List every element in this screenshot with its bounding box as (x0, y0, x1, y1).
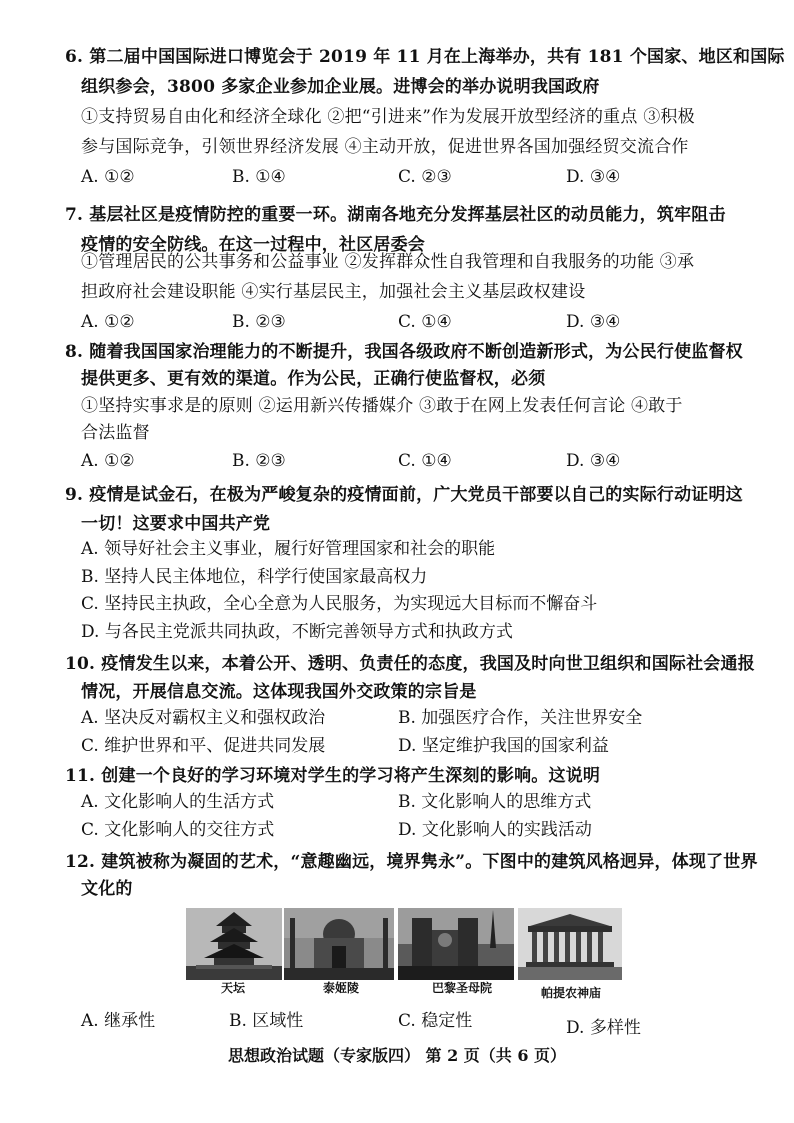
q8-stem-line2: 提供更多、更有效的渠道。作为公民，正确行使监督权，必须 (81, 369, 546, 389)
q12-option-a: A. 继承性 (81, 1011, 156, 1031)
photo-notre-dame (398, 908, 514, 980)
q7-option-a: A. ①② (81, 312, 135, 332)
q7-stem-line2: 疫情的安全防线。在这一过程中，社区居委会 (81, 235, 425, 255)
page-footer: 思想政治试题（专家版四） 第 2 页（共 6 页） (227, 1046, 567, 1065)
q12-stem-line2: 文化的 (81, 879, 133, 899)
q7-option-c: C. ①④ (398, 312, 452, 332)
q11-option-c: C. 文化影响人的交往方式 (81, 820, 275, 840)
q10-option-a: A. 坚决反对霸权主义和强权政治 (81, 708, 326, 728)
q6-stem-line1: 6. 第二届中国国际进口博览会于 2019 年 11 月在上海举办，共有 181 个国家、地区和国际 (65, 47, 785, 67)
q6-option-c: C. ②③ (398, 167, 452, 187)
q10-option-b: B. 加强医疗合作，关注世界安全 (398, 708, 643, 728)
q9-option-a: A. 领导好社会主义事业，履行好管理国家和社会的职能 (81, 539, 496, 559)
q8-option-c: C. ①④ (398, 451, 452, 471)
q9-option-c: C. 坚持民主执政，全心全意为人民服务，为实现远大目标而不懈奋斗 (81, 594, 598, 614)
q7-stem-line1: 7. 基层社区是疫情防控的重要一环。湖南各地充分发挥基层社区的动员能力，筑牢阻击 (65, 205, 726, 225)
q9-option-d: D. 与各民主党派共同执政，不断完善领导方式和执政方式 (81, 622, 513, 642)
caption-notre-dame: 巴黎圣母院 (432, 981, 493, 995)
q8-stem-line1: 8. 随着我国国家治理能力的不断提升，我国各级政府不断创造新形式，为公民行使监督权 (65, 342, 743, 362)
q8-statements-line2: 合法监督 (81, 423, 150, 443)
q9-stem-line1: 9. 疫情是试金石，在极为严峻复杂的疫情面前，广大党员干部要以自己的实际行动证明这 (65, 485, 743, 505)
q11-stem-line1: 11. 创建一个良好的学习环境对学生的学习将产生深刻的影响。这说明 (65, 766, 601, 786)
caption-parthenon: 帕提农神庙 (541, 986, 602, 1000)
q10-option-d: D. 坚定维护我国的国家利益 (398, 736, 609, 756)
caption-taj-mahal: 泰姬陵 (323, 981, 360, 995)
q6-option-d: D. ③④ (566, 167, 621, 187)
q10-option-c: C. 维护世界和平、促进共同发展 (81, 736, 326, 756)
photo-parthenon (518, 908, 622, 980)
caption-temple-of-heaven: 天坛 (221, 981, 246, 995)
q12-option-d: D. 多样性 (566, 1018, 641, 1038)
q12-option-b: B. 区域性 (229, 1011, 304, 1031)
q11-option-d: D. 文化影响人的实践活动 (398, 820, 592, 840)
q8-statements-line1: ①坚持实事求是的原则 ②运用新兴传播媒介 ③敢于在网上发表任何言论 ④敢于 (81, 396, 683, 416)
q8-option-d: D. ③④ (566, 451, 621, 471)
q11-option-b: B. 文化影响人的思维方式 (398, 792, 592, 812)
q6-stem-line2: 组织参会，3800 多家企业参加企业展。进博会的举办说明我国政府 (81, 77, 600, 97)
q7-option-d: D. ③④ (566, 312, 621, 332)
q6-statements-line1: ①支持贸易自由化和经济全球化 ②把“引进来”作为发展开放型经济的重点 ③积极 (81, 107, 695, 127)
q8-option-b: B. ②③ (232, 451, 286, 471)
q7-statements-line1: ①管理居民的公共事务和公益事业 ②发挥群众性自我管理和自我服务的功能 ③承 (81, 252, 695, 272)
photo-taj-mahal (284, 908, 394, 980)
q7-statements-line2: 担政府社会建设职能 ④实行基层民主，加强社会主义基层政权建设 (81, 282, 586, 302)
q8-option-a: A. ①② (81, 451, 135, 471)
q10-stem-line1: 10. 疫情发生以来，本着公开、透明、负责任的态度，我国及时向世卫组织和国际社会通报 (65, 654, 755, 674)
q9-stem-line2: 一切！这要求中国共产党 (81, 514, 271, 534)
q10-stem-line2: 情况，开展信息交流。这体现我国外交政策的宗旨是 (81, 682, 477, 702)
q9-option-b: B. 坚持人民主体地位，科学行使国家最高权力 (81, 567, 428, 587)
photo-temple-of-heaven (186, 908, 282, 980)
q12-option-c: C. 稳定性 (398, 1011, 473, 1031)
q7-option-b: B. ②③ (232, 312, 286, 332)
q11-option-a: A. 文化影响人的生活方式 (81, 792, 275, 812)
q6-option-b: B. ①④ (232, 167, 286, 187)
q12-stem-line1: 12. 建筑被称为凝固的艺术，“意趣幽远，境界隽永”。下图中的建筑风格迥异，体现了世界 (65, 852, 758, 872)
q6-statements-line2: 参与国际竞争，引领世界经济发展 ④主动开放，促进世界各国加强经贸交流合作 (81, 137, 689, 157)
q6-option-a: A. ①② (81, 167, 135, 187)
